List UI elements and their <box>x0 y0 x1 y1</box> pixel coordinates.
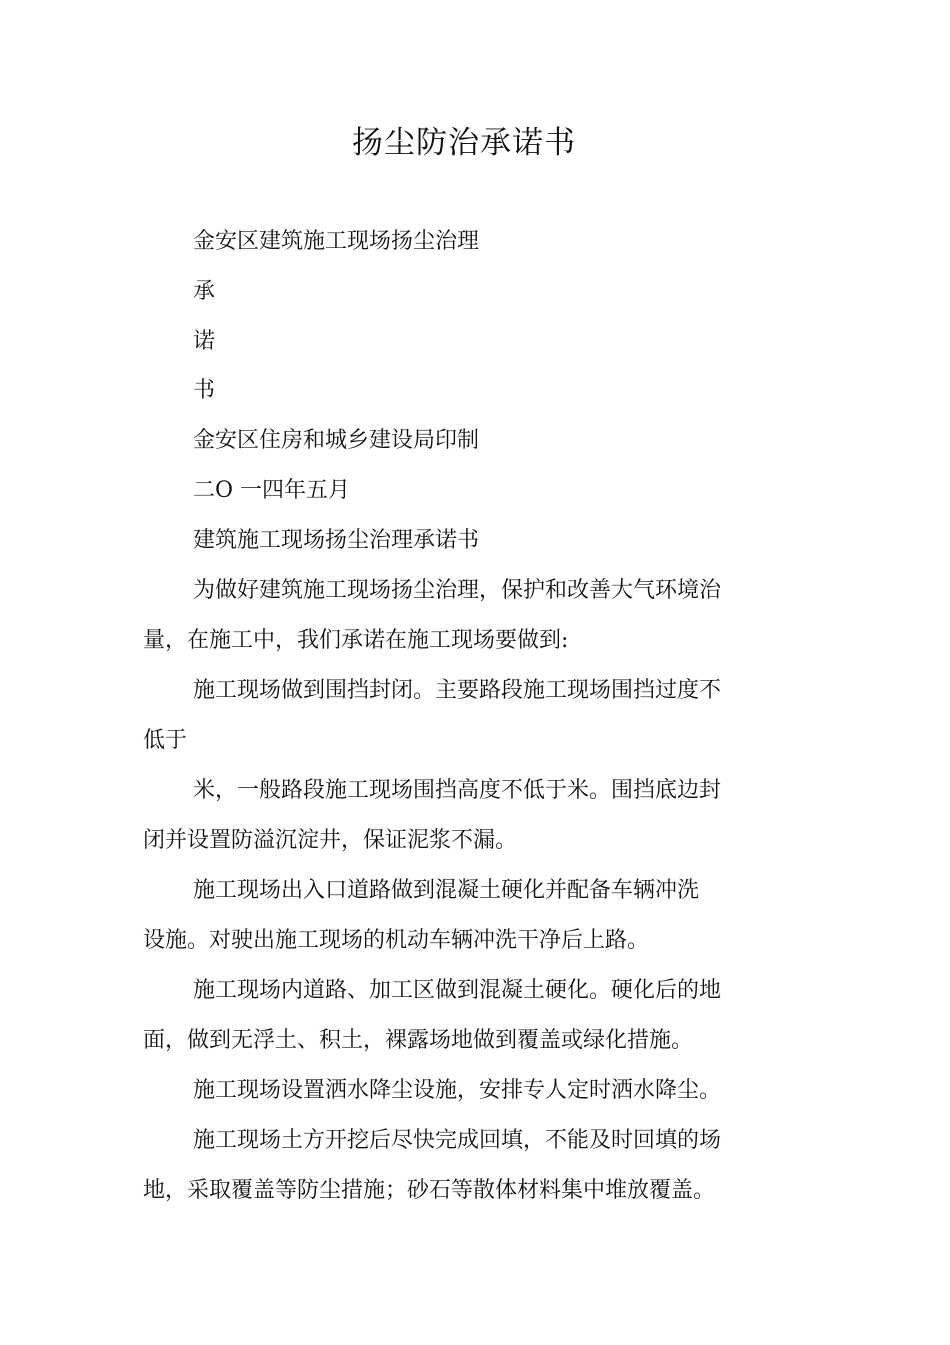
cover-char-shu: 书 <box>193 378 216 403</box>
item-6-line-1: 施工现场土方开挖后尽快完成回填，不能及时回填的场 <box>193 1128 722 1153</box>
cover-line-project: 金安区建筑施工现场扬尘治理 <box>193 229 480 254</box>
item-1-line-1: 施工现场做到围挡封闭。主要路段施工现场围挡过度不 <box>193 678 722 703</box>
item-4-line-1: 施工现场内道路、加工区做到混凝土硬化。硬化后的地 <box>193 978 722 1003</box>
section-heading: 建筑施工现场扬尘治理承诺书 <box>193 528 480 553</box>
cover-date: 二O 一四年五月 <box>193 478 351 503</box>
document-title: 扬尘防治承诺书 <box>352 125 576 161</box>
item-1-line-2: 低于 <box>143 728 188 753</box>
item-3-line-2: 设施。对驶出施工现场的机动车辆冲洗干净后上路。 <box>143 928 650 953</box>
item-3-line-1: 施工现场出入口道路做到混凝土硬化并配备车辆冲洗 <box>193 878 700 903</box>
item-4-line-2: 面，做到无浮土、积土，裸露场地做到覆盖或绿化措施。 <box>143 1028 694 1053</box>
cover-char-nuo: 诺 <box>193 329 216 354</box>
intro-line-2: 量，在施工中，我们承诺在施工现场要做到: <box>143 628 569 653</box>
cover-issuer: 金安区住房和城乡建设局印制 <box>193 428 480 453</box>
cover-char-cheng: 承 <box>193 279 216 304</box>
item-2-line-1: 米，一般路段施工现场围挡高度不低于米。围挡底边封 <box>193 778 722 803</box>
item-5-line-1: 施工现场设置洒水降尘设施，安排专人定时洒水降尘。 <box>193 1078 722 1103</box>
item-2-line-2: 闭并设置防溢沉淀井，保证泥浆不漏。 <box>143 828 518 853</box>
item-6-line-2: 地，采取覆盖等防尘措施；砂石等散体材料集中堆放覆盖。 <box>143 1178 716 1203</box>
intro-line-1: 为做好建筑施工现场扬尘治理，保护和改善大气环境治 <box>193 578 722 603</box>
